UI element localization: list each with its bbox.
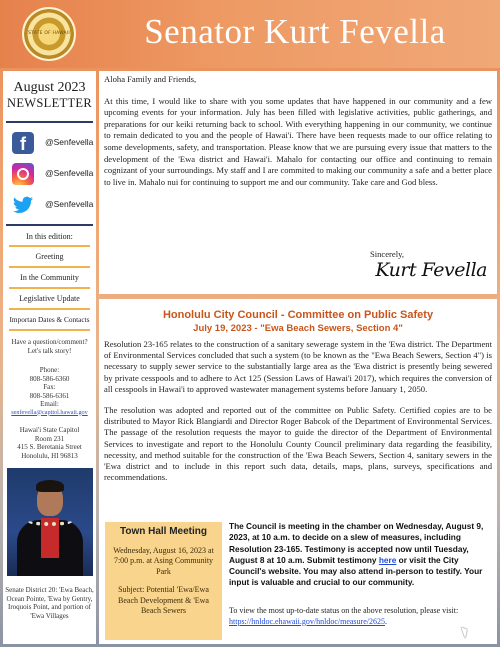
twitter-handle[interactable]: @Senfevella xyxy=(45,199,94,209)
instagram-handle[interactable]: @Senfevella xyxy=(45,168,94,178)
district-caption: Senate District 20: 'Ewa Beach, Ocean Pointe, 'Ewa by Gentry, Iroquois Point, and portion of 'Ewa Villages xyxy=(5,586,94,620)
meeting-text-2: or visit the City Council's website. You may also attend in-person to testify. Your input is valuable and crucial to our community. xyxy=(229,554,483,588)
state-seal-icon xyxy=(22,7,76,61)
update-end: . xyxy=(384,616,387,626)
seal-text: STATE OF HAWAII xyxy=(28,31,70,36)
question-prompt: Have a question/comment? Let's talk story! xyxy=(11,338,88,355)
letter-closing: Sincerely, xyxy=(369,249,404,259)
photo-lei xyxy=(27,516,73,526)
edition-item-dates-contacts[interactable]: Importan Dates & Contacts xyxy=(9,310,90,331)
fax-number: 808-586-6361 xyxy=(29,391,70,400)
greeting-letter xyxy=(99,71,497,294)
photo-hair xyxy=(36,480,64,492)
instagram-icon[interactable] xyxy=(12,163,34,185)
council-paragraph-2: The resolution was adopted and reported out of the committee on Public Safety. Certified copies are to be distributed to Mayor Rick Blangiardi and Director Roger Babcok of the Department of Environmental Services. The passage of the resolution requests the mayor to guide the director of the Department of Environmental Services to investigate and report to the Honolulu County Council preliminary data regarding the feasibility, necessity, and method suitable for the construction of the 'Ewa Beach Sewers, Section 4, sanitary sewers in the 'Ewa district and to include in this report such data, details, maps, plans, surveys, specifications and recommendations. xyxy=(104,405,492,483)
townhall-subject: Subject: Potential 'Ewa/Ewa Beach Development & 'Ewa Beach Sewers xyxy=(118,585,209,615)
meeting-text-1: The Council is meeting in the chamber on Wednesday, August 9, 2023, at 10 a.m. to decide on a slew of measures, including Resolution 23-165. Testimony is accepted now until Tuesday, August 8 at 10 a.m. Submit testimony xyxy=(229,521,484,565)
update-text: To view the most up-to-date status on the above resolution, please visit: xyxy=(229,606,459,615)
edition-item-greeting[interactable]: Greeting xyxy=(9,245,90,268)
council-subtitle: July 19, 2023 - "Ewa Beach Sewers, Section 4" xyxy=(193,323,403,334)
sidebar xyxy=(3,71,96,644)
status-update xyxy=(229,606,491,627)
office-address xyxy=(3,426,96,460)
divider xyxy=(6,224,93,226)
address-line: 415 S. Beretania Street xyxy=(17,443,82,451)
address-line: Hawai'i State Capitol xyxy=(19,426,80,434)
edition-title: In this edition: xyxy=(26,232,73,241)
newsletter-word: NEWSLETTER xyxy=(7,96,92,110)
social-twitter[interactable] xyxy=(3,191,96,222)
edition-item-legislative[interactable]: Legislative Update xyxy=(9,289,90,310)
fax-label: Fax: xyxy=(43,383,56,391)
townhall-box xyxy=(105,522,222,640)
measure-link[interactable]: https://hnldoc.ehawaii.gov/hnldoc/measure/2625 xyxy=(229,616,385,626)
townhall-title: Town Hall Meeting xyxy=(119,526,208,537)
phone-number: 808-586-6360 xyxy=(29,374,70,383)
phone-label: Phone: xyxy=(39,366,60,374)
signature: Kurt Fevella xyxy=(375,259,487,281)
address-line: Honolulu, HI 96813 xyxy=(21,451,78,460)
facebook-handle[interactable]: @Senfevella xyxy=(45,137,94,147)
twitter-icon[interactable] xyxy=(12,194,34,216)
council-title: Honolulu City Council - Committee on Public Safety xyxy=(162,309,434,321)
meeting-notice xyxy=(229,521,491,589)
contact-info xyxy=(3,366,96,417)
council-paragraph-1: Resolution 23-165 relates to the construction of a sanitary sewerage system in the 'Ewa district. The Department of Environmental Services concluded that such a system (to be known as the "Ewa Beach Sewers, Section 4") is necessary to supply sewer service to the substantially large area as the 'Ewa district is presently being sewered by private cesspools and to adhere to Act 125 (Session Laws of Hawai'i 2017), which requires the conversion of all cesspools in Hawai'i to approved wastewater management systems before January 1, 2050. xyxy=(104,339,492,394)
newsletter-heading xyxy=(6,71,93,123)
letter-body: At this time, I would like to share with you some updates that have happened in our community and a few upcoming events for your information. July has been filled with legislative activities, public gatherings, and preparations for our keiki returning back to school. With everything happening in our community, we continue to remain dedicated to you and the people of Hawai'i. There have been requests made to our office relating to some developments, safety, and transportation. Please know that we are pursuing every issue that matters to the development of the 'Ewa district and Hawai'i. Mahalo for contacting our office and continuing to remain cognizant of your surroundings. My staff and I are commited to making our community a safe and a better place to live in. Mahalo nui for continuing to support me and our community. Take care and God bless. xyxy=(104,95,492,187)
edition-item-community[interactable]: In the Community xyxy=(9,268,90,289)
facebook-icon[interactable]: f xyxy=(12,132,34,154)
newsletter-month: August 2023 xyxy=(13,80,86,95)
page-title: Senator Kurt Fevella xyxy=(144,12,446,51)
email-label: Email: xyxy=(40,400,59,408)
social-facebook[interactable] xyxy=(3,129,96,160)
testimony-link[interactable]: here xyxy=(378,554,397,565)
header-banner xyxy=(0,0,500,68)
email-link[interactable]: senfevella@capitol.hawaii.gov xyxy=(11,408,88,416)
letter-greeting: Aloha Family and Friends, xyxy=(104,74,197,84)
social-instagram[interactable] xyxy=(3,160,96,191)
address-line: Room 231 xyxy=(34,434,65,443)
senator-photo xyxy=(7,468,93,576)
townhall-when: Wednesday, August 16, 2023 at 7:00 p.m. at Asing Community Park xyxy=(113,545,214,576)
council-section xyxy=(99,299,497,644)
